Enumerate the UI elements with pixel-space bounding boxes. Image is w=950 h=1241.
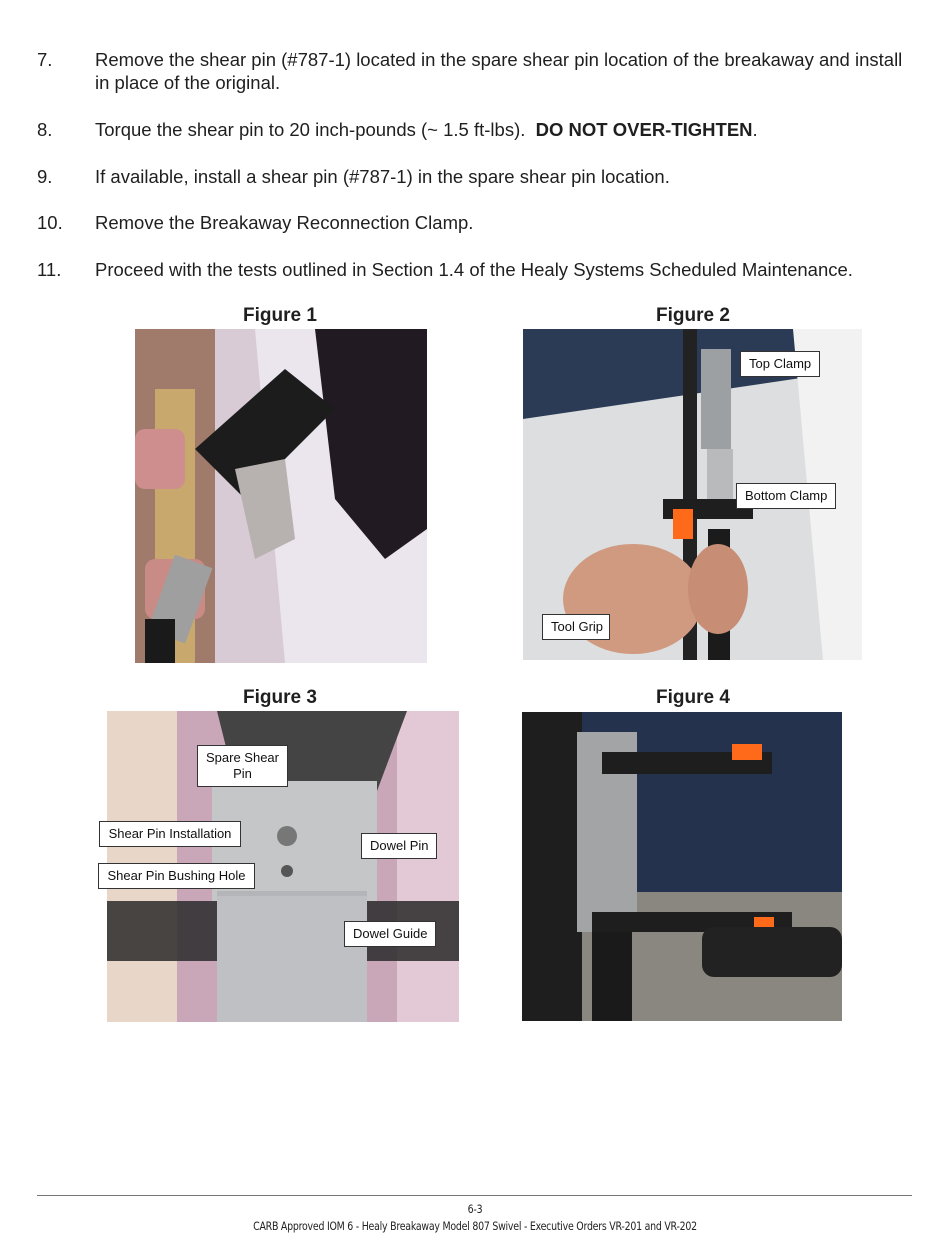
step-7: [37, 48, 917, 94]
step-text: Proceed with the tests outlined in Section 1.4 of the Healy Systems Scheduled Maintenance.: [95, 259, 853, 280]
label-spare-shear-pin: Spare Shear Pin: [197, 745, 288, 787]
label-top-clamp: Top Clamp: [740, 351, 820, 377]
step-text: [95, 118, 917, 141]
step-text-main: Torque the shear pin to 20 inch-pounds (~ 1.5 ft-lbs).: [95, 119, 526, 140]
step-8: [37, 118, 917, 141]
step-text-end: .: [752, 119, 758, 140]
figure-4-title: Figure 4: [656, 687, 730, 708]
step-number: 11.: [37, 259, 62, 280]
step-number: 7.: [37, 49, 53, 70]
step-10: [37, 211, 917, 234]
step-text: If available, install a shear pin (#787-1) in the spare shear pin location.: [95, 166, 670, 187]
label-dowel-guide: Dowel Guide: [344, 921, 436, 947]
footer-caption: CARB Approved IOM 6 - Healy Breakaway Model 807 Swivel - Executive Orders VR-201 and VR-202: [253, 1219, 697, 1233]
label-dowel-pin: Dowel Pin: [361, 833, 437, 859]
warning-text: DO NOT OVER-TIGHTEN: [535, 119, 753, 140]
step-number: 10.: [37, 212, 63, 233]
figure-1-title: Figure 1: [243, 305, 317, 326]
step-9: [37, 165, 917, 188]
step-text: Remove the shear pin (#787-1) located in the spare shear pin location of the breakaway and install in place of the original.: [95, 49, 903, 93]
label-shear-pin-bushing-hole: Shear Pin Bushing Hole: [98, 863, 255, 889]
step-11: [37, 258, 917, 281]
figure-1-photo: [135, 329, 427, 663]
figure-2-title: Figure 2: [656, 305, 730, 326]
step-number: 8.: [37, 119, 53, 140]
label-bottom-clamp: Bottom Clamp: [736, 483, 836, 509]
label-tool-grip: Tool Grip: [542, 614, 610, 640]
step-text: Remove the Breakaway Reconnection Clamp.: [95, 212, 474, 233]
page-number: 6-3: [467, 1202, 483, 1216]
figure-4-photo: [522, 712, 842, 1021]
footer-divider: [37, 1195, 912, 1196]
step-number: 9.: [37, 166, 53, 187]
figure-3-title: Figure 3: [243, 687, 317, 708]
label-shear-pin-installation: Shear Pin Installation: [99, 821, 241, 847]
